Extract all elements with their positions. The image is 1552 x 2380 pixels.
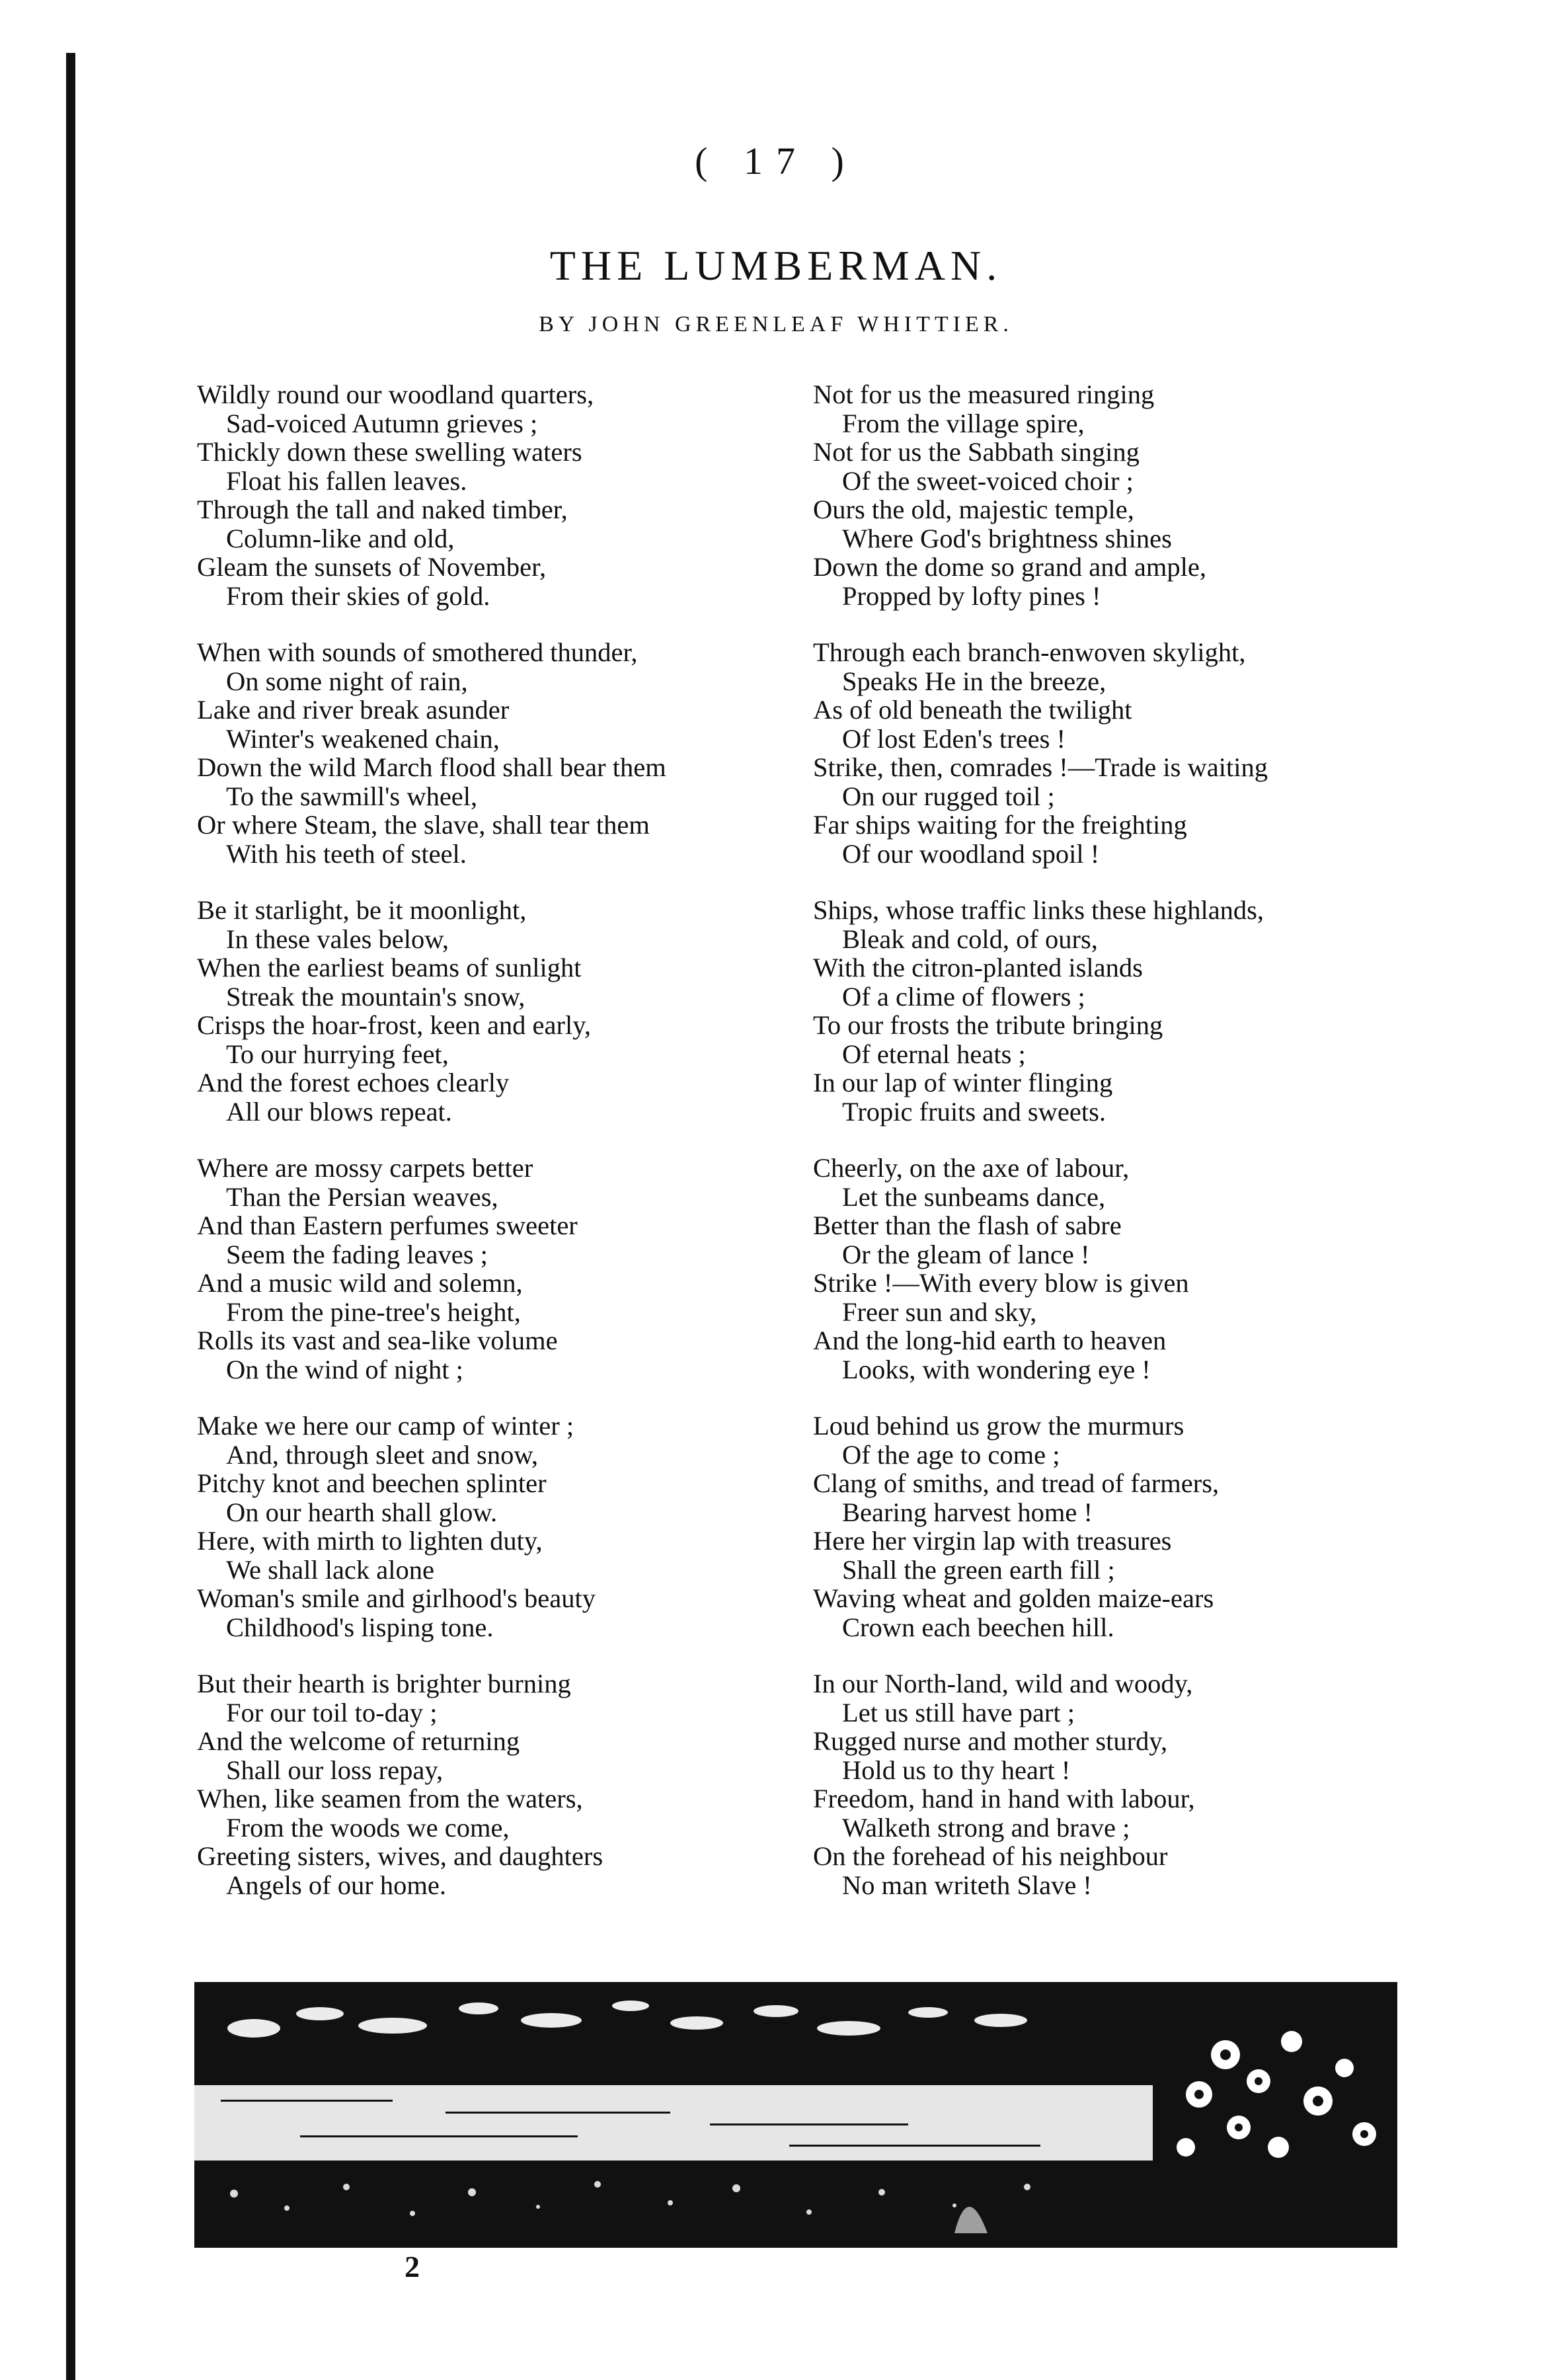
page-number: ( 17 ) — [695, 139, 857, 182]
poem-stanza — [813, 638, 1448, 868]
poem-line: Shall our loss repay, — [226, 1755, 444, 1785]
poem-line: With the citron-planted islands — [813, 953, 1143, 982]
poem-line: Walketh strong and brave ; — [842, 1812, 1130, 1843]
poem-line: Crown each beechen hill. — [842, 1612, 1114, 1642]
poem-line: Ships, whose traffic links these highlands, — [813, 895, 1264, 925]
poem-line: Let the sunbeams dance, — [842, 1181, 1106, 1212]
poem-line: All our blows repeat. — [226, 1096, 452, 1127]
poem-line: Column-like and old, — [226, 523, 455, 553]
poem-stanza — [813, 896, 1448, 1126]
poem-line: Be it starlight, be it moonlight, — [197, 895, 527, 925]
poem-stanza — [197, 1669, 792, 1899]
poem-line: Of lost Eden's trees ! — [842, 723, 1066, 754]
poem-line: Childhood's lisping tone. — [226, 1612, 494, 1642]
poem-line: Thickly down these swelling waters — [197, 437, 582, 467]
poem-line: On some night of rain, — [226, 666, 468, 696]
poem-line: Loud behind us grow the murmurs — [813, 1411, 1184, 1441]
poem-line: Down the dome so grand and ample, — [813, 552, 1206, 582]
poem-line: Streak the mountain's snow, — [226, 981, 525, 1012]
poem-line: Waving wheat and golden maize-ears — [813, 1583, 1214, 1613]
poem-line: In these vales below, — [226, 924, 449, 954]
poem-stanza — [813, 1154, 1448, 1384]
poem-line: Rugged nurse and mother sturdy, — [813, 1726, 1168, 1756]
poem-line: To the sawmill's wheel, — [226, 781, 478, 811]
poem-line: Here her virgin lap with treasures — [813, 1526, 1172, 1556]
poem-line: Tropic fruits and sweets. — [842, 1096, 1106, 1127]
poem-line: From the pine-tree's height, — [226, 1296, 521, 1327]
poem-line: From the village spire, — [842, 408, 1085, 438]
poem-title: THE LUMBERMAN. — [549, 242, 1003, 289]
poem-line: Down the wild March flood shall bear them — [197, 752, 666, 782]
poem-line: Propped by lofty pines ! — [842, 580, 1101, 611]
poem-line: Or the gleam of lance ! — [842, 1239, 1090, 1269]
poem-line: From the woods we come, — [226, 1812, 510, 1843]
poem-line: Lake and river break asunder — [197, 695, 510, 725]
poem-line: When with sounds of smothered thunder, — [197, 637, 638, 667]
poem-line: Shall the green earth fill ; — [842, 1554, 1115, 1585]
poem-line: On our hearth shall glow. — [226, 1497, 498, 1527]
poem-line: When, like seamen from the waters, — [197, 1784, 583, 1813]
poem-line: As of old beneath the twilight — [813, 695, 1132, 725]
poem-line: And, through sleet and snow, — [226, 1439, 539, 1470]
poem-line: Ours the old, majestic temple, — [813, 495, 1134, 524]
poem-stanza — [197, 1411, 792, 1642]
poem-line: From their skies of gold. — [226, 580, 490, 611]
poem-stanza — [197, 1154, 792, 1384]
poem-line: Woman's smile and girlhood's beauty — [197, 1583, 596, 1613]
poem-line: Looks, with wondering eye ! — [842, 1354, 1151, 1384]
poem-byline: BY JOHN GREENLEAF WHITTIER. — [539, 312, 1013, 337]
poem-stanza — [197, 380, 792, 610]
page-signature: 2 — [405, 2250, 420, 2283]
poem-line: Than the Persian weaves, — [226, 1181, 498, 1212]
poem-line: Winter's weakened chain, — [226, 723, 500, 754]
poem-line: Bleak and cold, of ours, — [842, 924, 1098, 954]
poem-line: Of the sweet-voiced choir ; — [842, 465, 1134, 496]
poem-line: And the long-hid earth to heaven — [813, 1326, 1167, 1355]
poem-stanza — [197, 896, 792, 1126]
poem-line: Of our woodland spoil ! — [842, 838, 1100, 869]
poem-line: And a music wild and solemn, — [197, 1268, 523, 1298]
poem-line: On the forehead of his neighbour — [813, 1841, 1168, 1871]
poem-line: Rolls its vast and sea-like volume — [197, 1326, 558, 1355]
poem-right-column — [813, 380, 1448, 1927]
poem-line: We shall lack alone — [226, 1554, 434, 1585]
poem-line: And the welcome of returning — [197, 1726, 520, 1756]
poem-line: With his teeth of steel. — [226, 838, 467, 869]
poem-line: Make we here our camp of winter ; — [197, 1411, 574, 1441]
poem-line: When the earliest beams of sunlight — [197, 953, 582, 982]
poem-line: Sad-voiced Autumn grieves ; — [226, 408, 538, 438]
poem-line: On our rugged toil ; — [842, 781, 1055, 811]
poem-line: Let us still have part ; — [842, 1697, 1075, 1727]
poem-line: To our hurrying feet, — [226, 1039, 449, 1069]
poem-line: Strike !—With every blow is given — [813, 1268, 1189, 1298]
poem-line: Of the age to come ; — [842, 1439, 1060, 1470]
poem-line: Clang of smiths, and tread of farmers, — [813, 1468, 1220, 1498]
poem-line: And than Eastern perfumes sweeter — [197, 1210, 578, 1240]
poem-line: In our lap of winter flinging — [813, 1068, 1113, 1097]
poem-line: Or where Steam, the slave, shall tear them — [197, 810, 650, 840]
poem-line: Float his fallen leaves. — [226, 465, 467, 496]
poem-line: Bearing harvest home ! — [842, 1497, 1093, 1527]
poem-line: Hold us to thy heart ! — [842, 1755, 1071, 1785]
poem-line: Gleam the sunsets of November, — [197, 552, 547, 582]
poem-line: Not for us the measured ringing — [813, 379, 1155, 409]
poem-line: Here, with mirth to lighten duty, — [197, 1526, 543, 1556]
woodland-scene-illustration — [194, 1982, 1397, 2248]
poem-line: Through the tall and naked timber, — [197, 495, 568, 524]
poem-line: But their hearth is brighter burning — [197, 1669, 571, 1698]
margin-rule — [66, 53, 75, 2380]
poem-line: Freer sun and sky, — [842, 1296, 1037, 1327]
poem-line: For our toil to-day ; — [226, 1697, 438, 1727]
poem-line: Cheerly, on the axe of labour, — [813, 1153, 1130, 1183]
footer-engraving — [194, 1982, 1397, 2248]
poem-line: Where are mossy carpets better — [197, 1153, 533, 1183]
poem-line: Crisps the hoar-frost, keen and early, — [197, 1010, 591, 1040]
poem-line: Better than the flash of sabre — [813, 1210, 1122, 1240]
poem-line: Not for us the Sabbath singing — [813, 437, 1140, 467]
poem-line: Where God's brightness shines — [842, 523, 1172, 553]
poem-line: In our North-land, wild and woody, — [813, 1669, 1193, 1698]
poem-line: Greeting sisters, wives, and daughters — [197, 1841, 603, 1871]
poem-line: No man writeth Slave ! — [842, 1870, 1092, 1900]
poem-line: To our frosts the tribute bringing — [813, 1010, 1163, 1040]
poem-line: Pitchy knot and beechen splinter — [197, 1468, 547, 1498]
poem-line: And the forest echoes clearly — [197, 1068, 510, 1097]
poem-left-column — [197, 380, 792, 1927]
poem-stanza — [197, 638, 792, 868]
poem-line: Wildly round our woodland quarters, — [197, 379, 594, 409]
poem-line: Angels of our home. — [226, 1870, 446, 1900]
poem-stanza — [813, 1669, 1448, 1899]
poem-stanza — [813, 380, 1448, 610]
poem-stanza — [813, 1411, 1448, 1642]
poem-line: Of eternal heats ; — [842, 1039, 1026, 1069]
poem-line: Through each branch-enwoven skylight, — [813, 637, 1246, 667]
poem-line: Far ships waiting for the freighting — [813, 810, 1187, 840]
poem-line: Of a clime of flowers ; — [842, 981, 1085, 1012]
poem-line: Strike, then, comrades !—Trade is waiting — [813, 752, 1268, 782]
poem-line: Seem the fading leaves ; — [226, 1239, 488, 1269]
poem-line: Freedom, hand in hand with labour, — [813, 1784, 1195, 1813]
poem-line: On the wind of night ; — [226, 1354, 463, 1384]
poem-line: Speaks He in the breeze, — [842, 666, 1106, 696]
